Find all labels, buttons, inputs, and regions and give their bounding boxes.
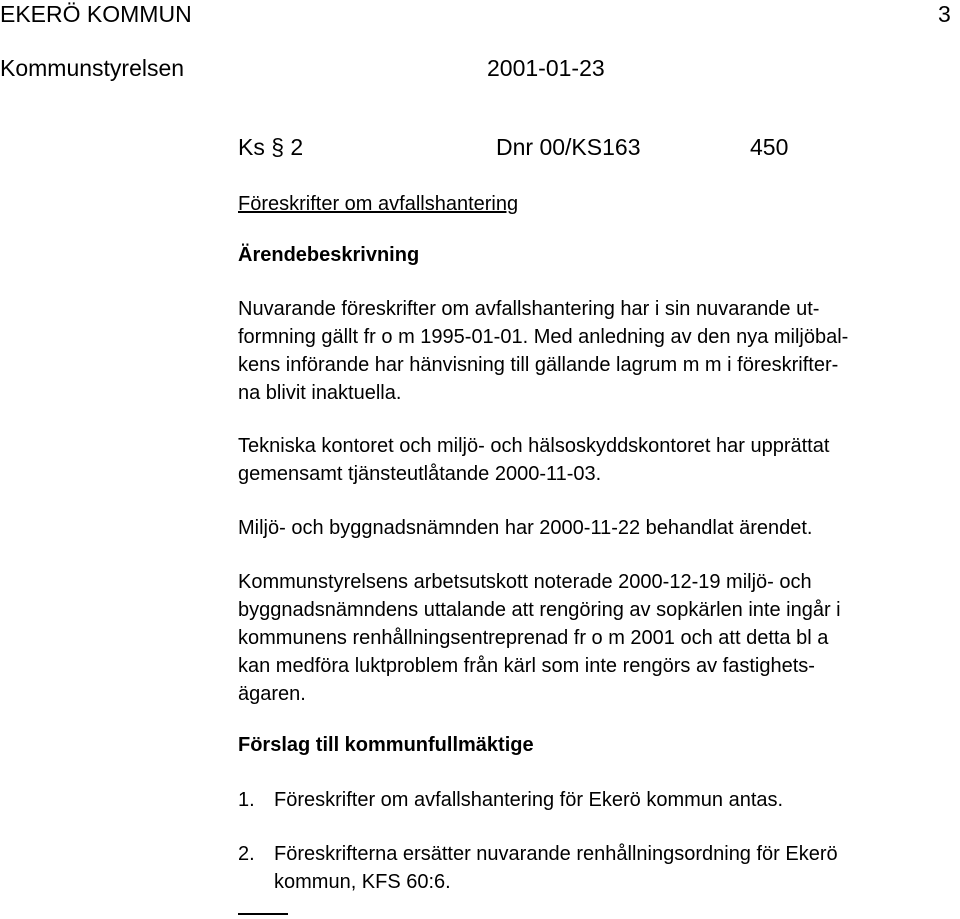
list-item-line: kommun, KFS 60:6. — [274, 871, 451, 893]
paragraph-line: kens införande har hänvisning till gällande lagrum m m i föreskrifter- — [238, 354, 839, 376]
diary-number: Dnr 00/KS163 — [496, 134, 641, 160]
paragraph-line: ägaren. — [238, 683, 306, 705]
case-code: 450 — [750, 134, 789, 160]
paragraph — [238, 568, 938, 708]
list-item-text — [274, 786, 783, 814]
list-item-number: 1. — [238, 789, 255, 811]
paragraph — [238, 432, 938, 488]
meeting-date: 2001-01-23 — [487, 55, 605, 81]
paragraph-line: Nuvarande föreskrifter om avfallshantering har i sin nuvarande ut- — [238, 298, 820, 320]
committee-name: Kommunstyrelsen — [0, 55, 185, 81]
subject-title: Föreskrifter om avfallshantering — [238, 193, 519, 215]
paragraph-line: byggnadsnämndens uttalande att rengöring av sopkärlen inte ingår i — [238, 599, 841, 621]
paragraph-line: gemensamt tjänsteutlåtande 2000-11-03. — [238, 463, 602, 485]
end-rule — [238, 913, 288, 915]
paragraph-line: formning gällt fr o m 1995-01-01. Med anledning av den nya miljöbal- — [238, 326, 849, 348]
organization-name: EKERÖ KOMMUN — [0, 1, 192, 27]
paragraph-line: Kommunstyrelsens arbetsutskott noterade 2000-12-19 miljö- och — [238, 571, 812, 593]
list-item-line: Föreskrifter om avfallshantering för Ekerö kommun antas. — [274, 789, 784, 811]
paragraph — [238, 295, 938, 407]
paragraph-line: Tekniska kontoret och miljö- och hälsoskyddskontoret har upprättat — [238, 435, 830, 457]
list-item-line: Föreskrifterna ersätter nuvarande renhållningsordning för Ekerö — [274, 843, 838, 865]
paragraph-line: kommunens renhållningsentreprenad fr o m 2001 och att detta bl a — [238, 627, 829, 649]
paragraph — [238, 514, 938, 542]
section-heading-description: Ärendebeskrivning — [238, 244, 420, 266]
paragraph-line: kan medföra luktproblem från kärl som inte rengörs av fastighets- — [238, 655, 815, 677]
paragraph-line: Miljö- och byggnadsnämnden har 2000-11-22 behandlat ärendet. — [238, 517, 813, 539]
page-number: 3 — [938, 1, 951, 27]
paragraph-line: na blivit inaktuella. — [238, 382, 402, 404]
section-heading-proposal: Förslag till kommunfullmäktige — [238, 734, 534, 756]
case-number: Ks § 2 — [238, 134, 304, 160]
list-item-text — [274, 840, 838, 896]
list-item-number: 2. — [238, 843, 255, 865]
